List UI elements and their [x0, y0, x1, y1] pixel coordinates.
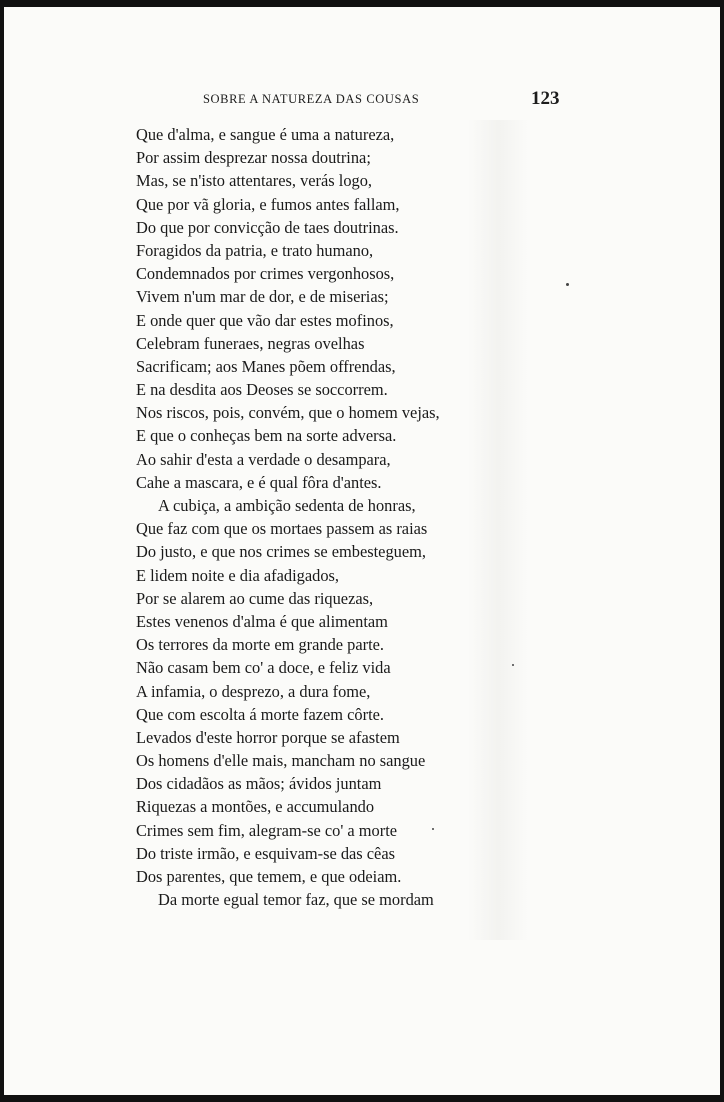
poem-line: A infamia, o desprezo, a dura fome, [136, 681, 371, 701]
poem-line: Do triste irmão, e esquivam-se das cêas [136, 843, 395, 863]
poem-line: Ao sahir d'esta a verdade o desampara, [136, 449, 391, 469]
page-header [203, 88, 603, 112]
poem-line: Da morte egual temor faz, que se mordam [158, 890, 434, 910]
poem-line: Que por vã gloria, e fumos antes fallam, [136, 194, 400, 214]
poem-line: Os terrores da morte em grande parte. [136, 635, 385, 655]
poem-line: Foragidos da patria, e trato humano, [136, 240, 374, 260]
poem-line: Cahe a mascara, e é qual fôra d'antes. [136, 472, 382, 492]
scan-speck [432, 828, 434, 830]
poem-line: Riquezas a montões, e accumulando [136, 797, 375, 817]
poem-line: Nos riscos, pois, convém, que o homem vejas, [136, 403, 440, 423]
scan-speck [512, 664, 514, 666]
poem-line: E lidem noite e dia afadigados, [136, 565, 339, 585]
poem-line: Que faz com que os mortaes passem as raias [136, 519, 428, 539]
poem-line: Que com escolta á morte fazem côrte. [136, 704, 385, 724]
poem-line: Por se alarem ao cume das riquezas, [136, 588, 374, 608]
poem-line: Dos parentes, que temem, e que odeiam. [136, 867, 402, 886]
poem-line: Não casam bem co' a doce, e feliz vida [136, 658, 391, 678]
poem-line: Mas, se n'isto attentares, verás logo, [136, 171, 373, 191]
poem-line: E onde quer que vão dar estes mofinos, [136, 310, 394, 330]
poem-line: Levados d'este horror porque se afastem [136, 727, 400, 747]
poem-line: E na desdita aos Deoses se soccorrem. [136, 380, 388, 400]
poem-line: E que o conheças bem na sorte adversa. [136, 426, 397, 446]
poem-line: Vivem n'um mar de dor, e de miserias; [136, 287, 389, 307]
poem-line: Crimes sem fim, alegram-se co' a morte [136, 820, 398, 840]
scan-speck [566, 283, 569, 286]
poem-line: Por assim desprezar nossa doutrina; [136, 148, 371, 168]
poem-line: Condemnados por crimes vergonhosos, [136, 264, 395, 284]
poem-line: Dos cidadãos as mãos; ávidos juntam [136, 774, 382, 794]
poem-line: A cubiça, a ambição sedenta de honras, [158, 496, 416, 515]
running-title: SOBRE A NATUREZA DAS COUSAS [203, 92, 420, 106]
poem-line: Do que por convicção de taes doutrinas. [136, 217, 399, 237]
poem-line: Que d'alma, e sangue é uma a natureza, [136, 125, 395, 144]
poem-line: Sacrificam; aos Manes põem offrendas, [136, 356, 396, 376]
poem-line: Os homens d'elle mais, mancham no sangue [136, 751, 426, 771]
poem-text [136, 123, 496, 911]
page-number: 123 [531, 88, 560, 109]
poem-line: Celebram funeraes, negras ovelhas [136, 333, 365, 353]
poem-line: Estes venenos d'alma é que alimentam [136, 611, 388, 631]
poem-line: Do justo, e que nos crimes se embesteguem, [136, 542, 426, 562]
